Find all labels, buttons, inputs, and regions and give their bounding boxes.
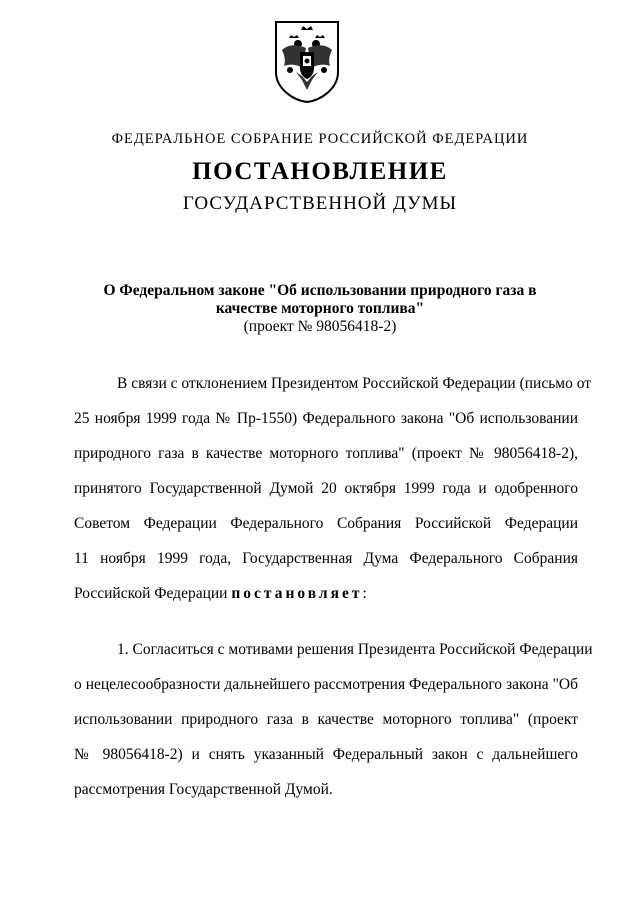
paragraph-1-line: Советом Федерации Федерального Собрания Российской Федерации	[74, 515, 578, 532]
project-number: (проект № 98056418-2)	[243, 318, 397, 335]
russian-coat-of-arms-icon	[272, 20, 342, 104]
paragraph-2-line: использовании природного газа в качестве моторного топлива" (проект	[74, 711, 578, 728]
subject-heading	[0, 282, 640, 318]
paragraph-1-line: 11 ноября 1999 года, Государственная Дума Федерального Собрания	[74, 550, 578, 567]
paragraph-1-line: принятого Государственной Думой 20 октября 1999 года и одобренного	[74, 480, 578, 497]
paragraph-1-line: природного газа в качестве моторного топлива" (проект № 98056418-2),	[74, 445, 578, 462]
document-subtitle: ГОСУДАРСТВЕННОЙ ДУМЫ	[182, 193, 458, 214]
paragraph-1-text: Российской Федерации	[74, 585, 228, 602]
subject-line-1: О Федеральном законе "Об использовании природного газа в	[103, 282, 537, 299]
paragraph-1-last-line	[74, 576, 578, 611]
paragraph-2-line: 1. Согласиться с мотивами решения Президента Российской Федерации	[117, 641, 593, 658]
organization-name: ФЕДЕРАЛЬНОЕ СОБРАНИЕ РОССИЙСКОЙ ФЕДЕРАЦИИ	[111, 131, 529, 147]
paragraph-2-line: № 98056418-2) и снять указанный Федеральный закон с дальнейшего	[74, 746, 578, 763]
paragraph-1-line: 25 ноября 1999 года № Пр-1550) Федерального закона "Об использовании	[74, 410, 578, 427]
paragraph-1-line: В связи с отклонением Президентом Российской Федерации (письмо от	[117, 375, 592, 392]
paragraph-2-line: рассмотрения Государственной Думой.	[74, 781, 333, 798]
resolution-keyword: постановляет	[231, 585, 363, 602]
subject-line-2: качестве моторного топлива"	[215, 300, 425, 317]
document-title: ПОСТАНОВЛЕНИЕ	[192, 158, 448, 185]
paragraph-1-end: :	[362, 585, 367, 602]
paragraph-1	[74, 366, 592, 611]
paragraph-2-line: о нецелесообразности дальнейшего рассмотрения Федерального закона "Об	[74, 676, 578, 693]
paragraph-2	[74, 632, 593, 807]
